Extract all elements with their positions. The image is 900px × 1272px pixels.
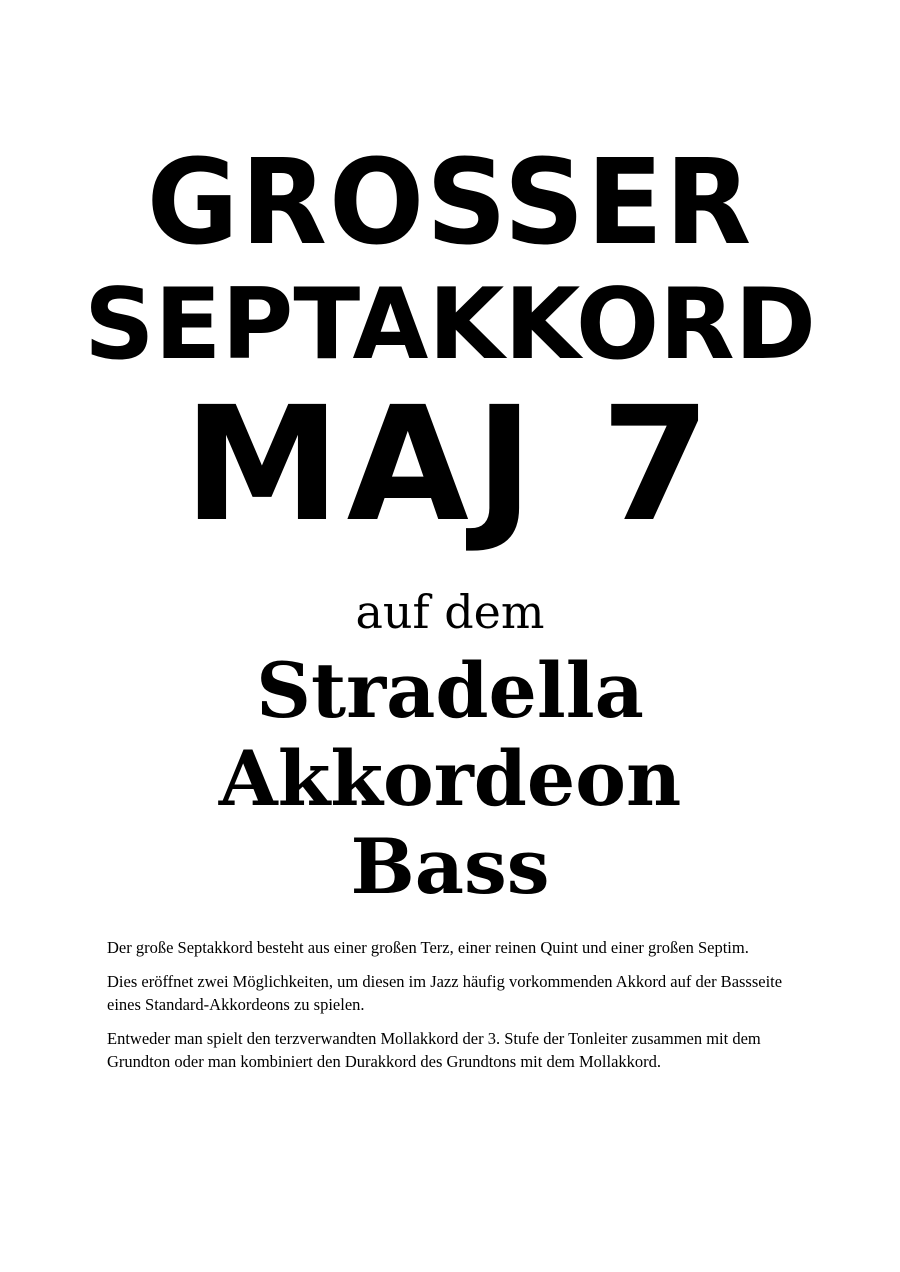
heading-bass: Bass (350, 822, 550, 911)
heading-akkordeon: Akkordeon (218, 734, 682, 823)
title-line-grosser: GROSSER (146, 134, 754, 272)
title-line-maj7: MAJ 7 (183, 373, 717, 557)
subtitle: auf dem (355, 585, 545, 639)
title-line-septakkord: SEPTAKKORD (83, 268, 817, 382)
body-text (107, 936, 807, 1084)
paragraph-3: Entweder man spielt den terzverwandten Mollakkord der 3. Stufe der Tonleiter zusammen mit dem Grundton oder man kombiniert den Durakkord des Grundtons mit dem Mollakkord. (107, 1029, 761, 1071)
paragraph-1: Der große Septakkord besteht aus einer großen Terz, einer reinen Quint und einer großen Septim. (107, 938, 749, 957)
paragraph-2: Dies eröffnet zwei Möglichkeiten, um diesen im Jazz häufig vorkommenden Akkord auf der Bassseite eines Standard-Akkordeons zu spielen. (107, 972, 783, 1014)
heading-stradella: Stradella (256, 646, 644, 735)
